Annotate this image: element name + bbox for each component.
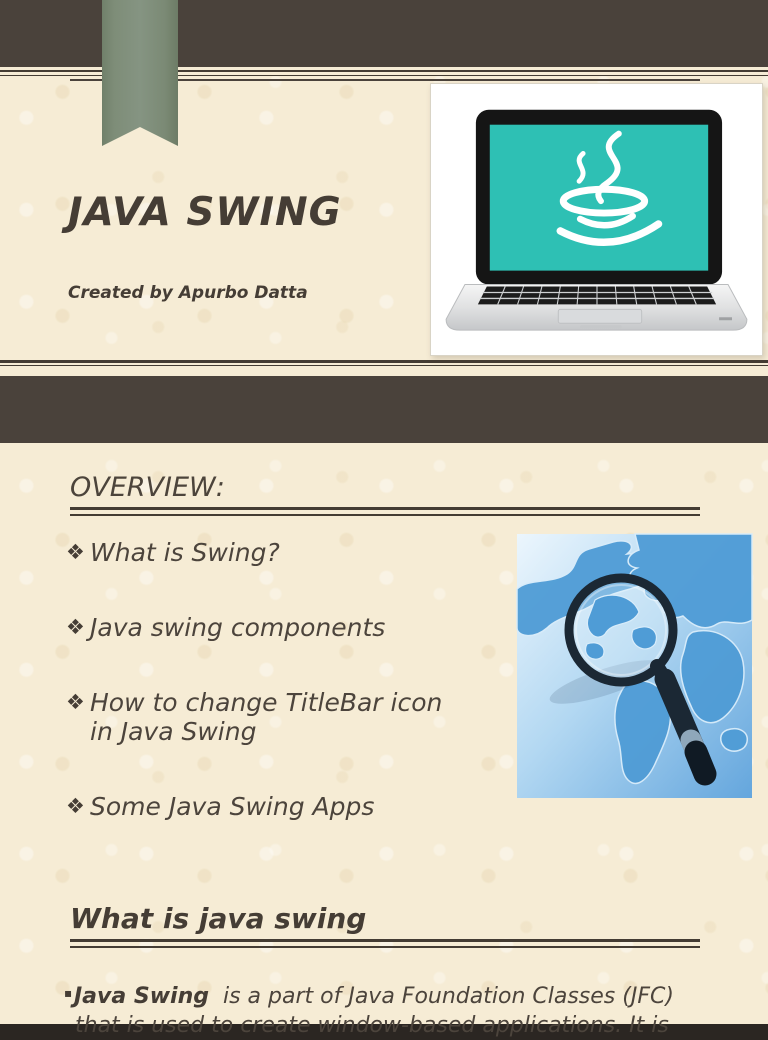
slide1-title: JAVA SWING	[68, 190, 342, 235]
body-paragraph	[64, 982, 764, 1040]
bullet-item-swing-apps	[66, 792, 506, 821]
bullet-text: What is Swing?	[90, 538, 280, 567]
java-laptop-image	[430, 83, 763, 356]
diamond-bullet-icon: ❖	[66, 615, 85, 639]
bullet-text: Java swing components	[90, 613, 386, 642]
body-lead-text: Java Swing	[74, 984, 209, 1009]
square-bullet-icon: ▪	[64, 986, 73, 1000]
bullet-item-components	[66, 613, 506, 642]
bookmark-ribbon	[102, 0, 178, 146]
laptop-java-logo-graphic	[431, 84, 762, 355]
overview-bullet-list	[66, 538, 506, 867]
slide-divider-band	[0, 376, 768, 443]
overview-heading: OVERVIEW:	[70, 472, 225, 503]
magnifier-world-map-graphic	[517, 534, 752, 798]
body-line-1	[64, 982, 764, 1011]
diamond-bullet-icon: ❖	[66, 794, 85, 818]
bullet-text: in Java Swing	[90, 717, 257, 746]
overview-heading-rule	[70, 507, 700, 516]
slide1-subtitle: Created by Apurbo Datta	[68, 283, 308, 303]
bullet-text: How to change TitleBar icon	[90, 688, 443, 717]
what-is-java-swing-heading: What is java swing	[70, 902, 367, 935]
what-heading-rule	[70, 939, 700, 948]
magnifier-map-image	[517, 534, 752, 798]
bullet-text: Some Java Swing Apps	[90, 792, 375, 821]
slide1-bottom-rule-thick	[0, 360, 768, 363]
diamond-bullet-icon: ❖	[66, 540, 85, 564]
diamond-bullet-icon: ❖	[66, 690, 85, 714]
laptop-trackpad	[558, 309, 641, 323]
bullet-item-titlebar-icon	[66, 688, 506, 746]
body-line-2: that is used to create window-based applications. It is	[75, 1013, 669, 1038]
bullet-item-what-is-swing	[66, 538, 506, 567]
body-line1-rest: is a part of Java Foundation Classes (JFC)	[209, 984, 674, 1009]
slide1-bottom-rule-thin	[0, 365, 768, 366]
